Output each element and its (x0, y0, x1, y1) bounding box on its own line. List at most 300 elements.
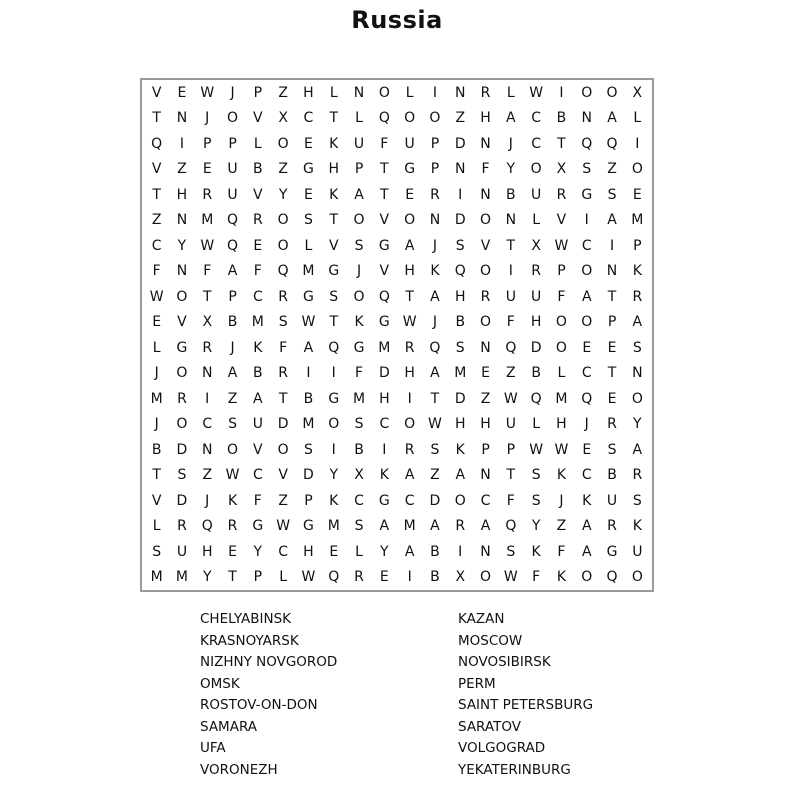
grid-letter[interactable]: P (228, 288, 237, 305)
grid-letter[interactable]: Q (378, 288, 390, 305)
grid-letter[interactable]: A (607, 110, 617, 127)
grid-letter[interactable]: J (154, 365, 159, 382)
grid-letter[interactable]: I (407, 390, 412, 407)
grid-letter[interactable]: Q (505, 339, 517, 356)
grid-letter[interactable]: G (404, 161, 416, 178)
grid-letter[interactable]: G (378, 237, 390, 254)
grid-letter[interactable]: Q (581, 135, 593, 152)
grid-letter[interactable]: S (228, 416, 237, 433)
grid-letter[interactable]: V (151, 161, 162, 178)
grid-letter[interactable]: R (278, 365, 288, 382)
grid-letter[interactable]: F (506, 492, 515, 509)
grid-letter[interactable]: B (531, 365, 541, 382)
grid-letter[interactable]: V (556, 212, 567, 229)
grid-letter[interactable]: C (379, 416, 390, 433)
grid-letter[interactable]: O (176, 288, 188, 305)
grid-letter[interactable]: A (227, 365, 238, 382)
grid-letter[interactable]: M (631, 212, 644, 229)
grid-letter[interactable]: L (152, 339, 161, 356)
grid-letter[interactable]: E (202, 161, 212, 178)
grid-letter[interactable]: I (432, 84, 438, 101)
grid-letter[interactable]: O (328, 416, 340, 433)
grid-letter[interactable]: Y (253, 543, 263, 560)
grid-letter[interactable]: T (607, 288, 617, 305)
grid-letter[interactable]: J (432, 314, 438, 331)
grid-letter[interactable]: Q (606, 569, 618, 586)
grid-letter[interactable]: W (301, 314, 316, 331)
grid-letter[interactable]: E (582, 441, 592, 458)
grid-letter[interactable]: R (202, 339, 213, 356)
grid-letter[interactable]: A (253, 390, 263, 407)
grid-letter[interactable]: O (555, 314, 567, 331)
grid-letter[interactable]: K (227, 492, 238, 509)
grid-letter[interactable]: R (607, 416, 617, 433)
grid-letter[interactable]: B (430, 569, 440, 586)
grid-letter[interactable]: D (378, 365, 390, 382)
grid-letter[interactable]: L (633, 110, 642, 127)
grid-letter[interactable]: U (531, 186, 542, 203)
grid-letter[interactable]: P (354, 161, 364, 178)
grid-letter[interactable]: G (353, 339, 365, 356)
grid-letter[interactable]: W (301, 569, 316, 586)
grid-letter[interactable]: D (429, 492, 441, 509)
grid-letter[interactable]: T (405, 288, 414, 305)
grid-letter[interactable]: P (430, 135, 440, 152)
grid-letter[interactable]: H (556, 416, 567, 433)
grid-letter[interactable]: K (430, 263, 440, 280)
grid-letter[interactable]: E (152, 314, 162, 331)
grid-letter[interactable]: J (508, 135, 513, 152)
grid-letter[interactable]: S (531, 492, 541, 509)
grid-letter[interactable]: P (557, 263, 566, 280)
grid-letter[interactable]: O (277, 441, 289, 458)
grid-letter[interactable]: M (378, 339, 391, 356)
grid-letter[interactable]: L (405, 84, 414, 101)
grid-letter[interactable]: J (559, 492, 564, 509)
grid-letter[interactable]: Z (177, 161, 187, 178)
grid-letter[interactable]: L (253, 135, 262, 152)
grid-letter[interactable]: A (581, 288, 592, 305)
grid-letter[interactable]: O (227, 441, 239, 458)
grid-letter[interactable]: Q (429, 339, 441, 356)
grid-letter[interactable]: C (531, 135, 542, 152)
grid-letter[interactable]: O (227, 110, 239, 127)
grid-letter[interactable]: O (404, 212, 416, 229)
grid-letter[interactable]: S (506, 543, 516, 560)
grid-letter[interactable]: Q (227, 212, 239, 229)
grid-letter[interactable]: O (480, 569, 492, 586)
grid-letter[interactable]: C (252, 467, 263, 484)
grid-letter[interactable]: X (531, 237, 541, 254)
grid-letter[interactable]: Q (277, 263, 289, 280)
grid-letter[interactable]: E (607, 339, 617, 356)
grid-letter[interactable]: L (532, 416, 541, 433)
grid-letter[interactable]: N (480, 135, 491, 152)
grid-letter[interactable]: I (382, 441, 387, 458)
grid-letter[interactable]: O (353, 288, 365, 305)
grid-letter[interactable]: E (632, 186, 642, 203)
grid-letter[interactable]: G (581, 186, 593, 203)
grid-letter[interactable]: A (632, 314, 643, 331)
grid-letter[interactable]: K (354, 314, 364, 331)
grid-letter[interactable]: I (179, 135, 185, 152)
grid-letter[interactable]: T (152, 110, 161, 127)
grid-letter[interactable]: H (303, 543, 314, 560)
grid-letter[interactable]: Y (329, 467, 339, 484)
grid-letter[interactable]: Z (607, 161, 617, 178)
grid-letter[interactable]: Y (278, 186, 288, 203)
grid-letter[interactable]: T (152, 186, 161, 203)
grid-letter[interactable]: H (328, 161, 339, 178)
grid-letter[interactable]: Q (328, 339, 340, 356)
grid-letter[interactable]: I (407, 569, 412, 586)
grid-letter[interactable]: O (581, 84, 593, 101)
grid-letter[interactable]: A (430, 288, 440, 305)
grid-letter[interactable]: X (354, 467, 364, 484)
grid-letter[interactable]: N (480, 339, 491, 356)
grid-letter[interactable]: A (455, 467, 466, 484)
grid-letter[interactable]: T (329, 212, 339, 229)
grid-letter[interactable]: D (454, 135, 466, 152)
grid-letter[interactable]: M (327, 518, 340, 535)
grid-letter[interactable]: P (607, 314, 617, 331)
grid-letter[interactable]: O (353, 212, 365, 229)
grid-letter[interactable]: T (380, 161, 389, 178)
grid-letter[interactable]: F (152, 263, 161, 280)
grid-letter[interactable]: Y (177, 237, 187, 254)
grid-letter[interactable]: A (430, 365, 440, 382)
grid-letter[interactable]: B (506, 186, 516, 203)
grid-letter[interactable]: A (404, 543, 415, 560)
grid-letter[interactable]: G (303, 161, 314, 178)
grid-letter[interactable]: R (404, 339, 415, 356)
grid-letter[interactable]: D (303, 467, 314, 484)
grid-letter[interactable]: P (253, 84, 263, 101)
grid-letter[interactable]: N (202, 365, 213, 382)
grid-letter[interactable]: N (455, 161, 466, 178)
grid-letter[interactable]: O (555, 339, 567, 356)
grid-letter[interactable]: C (303, 110, 314, 127)
grid-letter[interactable]: F (481, 161, 490, 178)
grid-letter[interactable]: M (150, 390, 163, 407)
grid-letter[interactable]: I (635, 135, 640, 152)
grid-letter[interactable]: Q (530, 390, 542, 407)
grid-letter[interactable]: F (253, 263, 262, 280)
grid-letter[interactable]: N (353, 84, 365, 101)
grid-letter[interactable]: U (227, 161, 238, 178)
grid-letter[interactable]: N (480, 467, 491, 484)
grid-letter[interactable]: W (200, 84, 215, 101)
grid-letter[interactable]: J (230, 339, 235, 356)
grid-letter[interactable]: O (480, 314, 492, 331)
grid-letter[interactable]: M (251, 314, 264, 331)
grid-letter[interactable]: Q (606, 135, 618, 152)
grid-letter[interactable]: Y (202, 569, 212, 586)
grid-letter[interactable]: K (531, 543, 541, 560)
grid-letter[interactable]: H (303, 84, 314, 101)
grid-letter[interactable]: B (430, 543, 440, 560)
grid-letter[interactable]: G (303, 518, 314, 535)
grid-letter[interactable]: P (203, 135, 212, 152)
grid-letter[interactable]: W (529, 441, 544, 458)
grid-letter[interactable]: O (480, 263, 492, 280)
grid-letter[interactable]: C (278, 543, 289, 560)
grid-letter[interactable]: W (276, 518, 291, 535)
grid-letter[interactable]: S (632, 492, 642, 509)
grid-letter[interactable]: O (378, 84, 390, 101)
grid-letter[interactable]: N (632, 365, 643, 382)
grid-letter[interactable]: N (176, 212, 188, 229)
grid-letter[interactable]: L (304, 237, 313, 254)
grid-letter[interactable]: P (228, 135, 237, 152)
grid-letter[interactable]: R (227, 518, 238, 535)
grid-letter[interactable]: B (303, 390, 314, 407)
grid-letter[interactable]: P (430, 161, 440, 178)
grid-letter[interactable]: A (303, 339, 314, 356)
grid-letter[interactable]: A (430, 518, 440, 535)
grid-letter[interactable]: B (253, 365, 263, 382)
grid-letter[interactable]: D (530, 339, 542, 356)
grid-letter[interactable]: V (278, 467, 288, 484)
grid-letter[interactable]: O (581, 314, 593, 331)
grid-letter[interactable]: T (557, 135, 566, 152)
grid-letter[interactable]: R (354, 569, 364, 586)
grid-letter[interactable]: H (201, 543, 213, 560)
grid-letter[interactable]: H (530, 314, 542, 331)
grid-letter[interactable]: S (304, 212, 313, 229)
grid-letter[interactable]: J (584, 416, 589, 433)
grid-letter[interactable]: O (606, 84, 618, 101)
grid-letter[interactable]: R (455, 518, 466, 535)
grid-letter[interactable]: O (176, 365, 188, 382)
grid-letter[interactable]: R (632, 288, 643, 305)
grid-letter[interactable]: L (532, 212, 541, 229)
grid-letter[interactable]: O (404, 110, 416, 127)
grid-letter[interactable]: S (430, 441, 440, 458)
grid-letter[interactable]: I (331, 441, 336, 458)
grid-letter[interactable]: S (455, 237, 465, 254)
grid-letter[interactable]: S (632, 339, 642, 356)
grid-letter[interactable]: C (202, 416, 213, 433)
grid-letter[interactable]: O (277, 212, 289, 229)
grid-letter[interactable]: P (481, 441, 490, 458)
grid-letter[interactable]: S (354, 237, 364, 254)
grid-letter[interactable]: R (556, 186, 567, 203)
grid-letter[interactable]: P (253, 569, 263, 586)
grid-letter[interactable]: K (455, 441, 465, 458)
grid-letter[interactable]: A (354, 186, 364, 203)
grid-letter[interactable]: U (505, 288, 516, 305)
grid-letter[interactable]: A (506, 110, 516, 127)
grid-letter[interactable]: R (632, 467, 643, 484)
grid-letter[interactable]: E (379, 569, 389, 586)
grid-letter[interactable]: E (405, 186, 415, 203)
grid-letter[interactable]: C (354, 492, 364, 509)
grid-letter[interactable]: P (633, 237, 642, 254)
grid-letter[interactable]: Z (202, 467, 213, 484)
grid-letter[interactable]: L (557, 365, 566, 382)
grid-letter[interactable]: V (151, 492, 162, 509)
grid-letter[interactable]: Y (531, 518, 541, 535)
grid-letter[interactable]: K (329, 135, 339, 152)
grid-letter[interactable]: S (329, 288, 339, 305)
grid-letter[interactable]: C (151, 237, 162, 254)
grid-letter[interactable]: I (584, 212, 589, 229)
grid-letter[interactable]: R (177, 390, 187, 407)
grid-letter[interactable]: D (454, 390, 466, 407)
grid-letter[interactable]: V (480, 237, 491, 254)
grid-letter[interactable]: A (632, 441, 643, 458)
grid-letter[interactable]: E (304, 186, 313, 203)
grid-letter[interactable]: T (506, 237, 516, 254)
grid-letter[interactable]: O (404, 416, 416, 433)
grid-letter[interactable]: I (508, 263, 513, 280)
grid-letter[interactable]: Z (227, 390, 238, 407)
grid-letter[interactable]: Z (278, 84, 288, 101)
grid-letter[interactable]: C (480, 492, 491, 509)
grid-letter[interactable]: F (279, 339, 288, 356)
grid-letter[interactable]: Y (380, 543, 389, 560)
grid-letter[interactable]: E (607, 390, 617, 407)
grid-letter[interactable]: T (202, 288, 212, 305)
grid-letter[interactable]: G (303, 288, 314, 305)
grid-letter[interactable]: X (455, 569, 466, 586)
grid-letter[interactable]: E (304, 135, 313, 152)
grid-letter[interactable]: N (581, 110, 592, 127)
grid-letter[interactable]: T (607, 365, 617, 382)
grid-letter[interactable]: N (176, 110, 188, 127)
grid-letter[interactable]: Z (506, 365, 516, 382)
grid-letter[interactable]: Z (278, 492, 288, 509)
grid-letter[interactable]: J (356, 263, 362, 280)
grid-letter[interactable]: E (329, 543, 339, 560)
grid-letter[interactable]: W (200, 237, 215, 254)
grid-letter[interactable]: N (480, 186, 491, 203)
grid-letter[interactable]: Z (430, 467, 440, 484)
grid-letter[interactable]: M (302, 416, 315, 433)
grid-letter[interactable]: T (278, 390, 288, 407)
grid-letter[interactable]: K (329, 186, 339, 203)
grid-letter[interactable]: F (506, 314, 515, 331)
grid-letter[interactable]: O (277, 237, 289, 254)
grid-letter[interactable]: I (331, 365, 336, 382)
grid-letter[interactable]: L (279, 569, 288, 586)
grid-letter[interactable]: K (329, 492, 339, 509)
grid-letter[interactable]: B (151, 441, 162, 458)
grid-letter[interactable]: H (404, 263, 415, 280)
grid-letter[interactable]: U (404, 135, 415, 152)
grid-letter[interactable]: B (455, 314, 466, 331)
grid-letter[interactable]: S (607, 441, 617, 458)
grid-letter[interactable]: K (556, 569, 567, 586)
grid-letter[interactable]: R (278, 288, 288, 305)
grid-letter[interactable]: U (252, 416, 263, 433)
grid-letter[interactable]: F (253, 492, 262, 509)
grid-letter[interactable]: G (606, 543, 618, 560)
grid-letter[interactable]: F (532, 569, 541, 586)
grid-letter[interactable]: F (557, 288, 566, 305)
grid-letter[interactable]: J (205, 492, 210, 509)
grid-letter[interactable]: Q (227, 237, 239, 254)
grid-letter[interactable]: Q (505, 518, 517, 535)
grid-letter[interactable]: K (632, 263, 642, 280)
grid-letter[interactable]: N (202, 441, 213, 458)
grid-letter[interactable]: B (607, 467, 617, 484)
grid-letter[interactable]: L (506, 84, 515, 101)
grid-letter[interactable]: I (205, 390, 210, 407)
grid-letter[interactable]: A (480, 518, 491, 535)
grid-letter[interactable]: T (329, 314, 339, 331)
grid-letter[interactable]: W (225, 467, 240, 484)
grid-letter[interactable]: T (380, 186, 389, 203)
grid-letter[interactable]: F (557, 543, 566, 560)
grid-letter[interactable]: O (581, 569, 593, 586)
grid-letter[interactable]: N (176, 263, 188, 280)
grid-letter[interactable]: V (253, 186, 263, 203)
grid-letter[interactable]: Q (378, 110, 390, 127)
grid-letter[interactable]: D (176, 492, 188, 509)
grid-letter[interactable]: B (556, 110, 567, 127)
grid-letter[interactable]: N (455, 84, 466, 101)
grid-letter[interactable]: V (379, 212, 390, 229)
grid-letter[interactable]: L (355, 543, 363, 560)
grid-letter[interactable]: C (581, 467, 592, 484)
grid-letter[interactable]: M (403, 518, 416, 535)
grid-letter[interactable]: W (149, 288, 164, 305)
grid-letter[interactable]: W (428, 416, 442, 433)
grid-letter[interactable]: X (278, 110, 288, 127)
grid-letter[interactable]: S (278, 314, 288, 331)
grid-letter[interactable]: Y (506, 161, 516, 178)
grid-letter[interactable]: S (152, 543, 162, 560)
grid-letter[interactable]: I (458, 186, 463, 203)
grid-letter[interactable]: E (582, 339, 592, 356)
grid-letter[interactable]: J (432, 237, 438, 254)
grid-letter[interactable]: Z (480, 390, 491, 407)
grid-letter[interactable]: E (228, 543, 237, 560)
grid-letter[interactable]: O (530, 161, 542, 178)
grid-letter[interactable]: Z (151, 212, 162, 229)
grid-letter[interactable]: S (354, 416, 364, 433)
grid-letter[interactable]: C (252, 288, 263, 305)
grid-letter[interactable]: Q (454, 263, 466, 280)
grid-letter[interactable]: S (455, 339, 465, 356)
grid-letter[interactable]: S (304, 441, 313, 458)
grid-letter[interactable]: R (404, 441, 415, 458)
grid-letter[interactable]: U (606, 492, 618, 509)
grid-letter[interactable]: J (154, 416, 159, 433)
grid-letter[interactable]: V (253, 441, 263, 458)
grid-letter[interactable]: H (454, 416, 466, 433)
grid-letter[interactable]: B (354, 441, 364, 458)
grid-letter[interactable]: K (632, 518, 642, 535)
grid-letter[interactable]: K (556, 467, 567, 484)
grid-letter[interactable]: O (631, 569, 643, 586)
grid-letter[interactable]: E (253, 237, 263, 254)
grid-letter[interactable]: R (607, 518, 617, 535)
grid-letter[interactable]: R (480, 288, 491, 305)
grid-letter[interactable]: U (227, 186, 238, 203)
grid-letter[interactable]: J (230, 84, 235, 101)
grid-letter[interactable]: E (481, 365, 490, 382)
grid-letter[interactable]: G (378, 314, 390, 331)
grid-letter[interactable]: H (480, 110, 491, 127)
grid-letter[interactable]: B (227, 314, 238, 331)
grid-letter[interactable]: T (329, 110, 339, 127)
grid-letter[interactable]: F (380, 135, 389, 152)
grid-letter[interactable]: V (379, 263, 390, 280)
grid-letter[interactable]: W (503, 390, 518, 407)
